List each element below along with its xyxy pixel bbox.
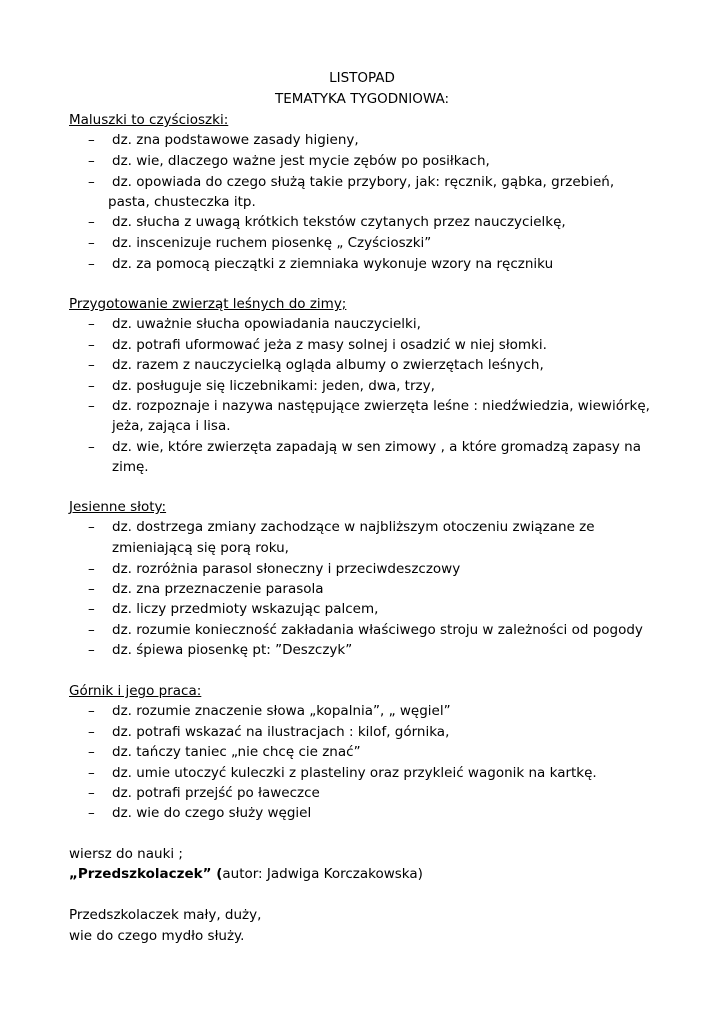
bullet-dash: – xyxy=(88,256,95,272)
list-item-continuation: jeża, zająca i lisa. xyxy=(112,418,231,434)
list-item: – dz. inscenizuje ruchem piosenkę „ Czyścioszki” xyxy=(88,235,432,251)
section-heading-maluszki: Maluszki to czyścioszki: xyxy=(69,112,229,128)
bullet-dash: – xyxy=(88,174,95,190)
bullet-dash: – xyxy=(88,398,95,414)
poem-author: autor: Jadwiga Korczakowska) xyxy=(222,866,423,882)
bullet-dash: – xyxy=(88,601,95,617)
list-item: – dz. śpiewa piosenkę pt: ”Deszczyk” xyxy=(88,642,353,658)
list-item-continuation: zimę. xyxy=(112,459,149,475)
bullet-dash: – xyxy=(88,214,95,230)
list-item: – dz. za pomocą pieczątki z ziemniaka wykonuje wzory na ręczniku xyxy=(88,256,554,272)
section-heading-gornik: Górnik i jego praca: xyxy=(69,683,202,699)
list-item: – dz. opowiada do czego służą takie przybory, jak: ręcznik, gąbka, grzebień, xyxy=(88,174,615,190)
list-item: – dz. zna przeznaczenie parasola xyxy=(88,581,324,597)
bullet-dash: – xyxy=(88,805,95,821)
list-item: – dz. potrafi uformować jeża z masy solnej i osadzić w niej słomki. xyxy=(88,337,547,353)
document-title: LISTOPAD xyxy=(329,70,395,86)
list-item: – dz. liczy przedmioty wskazując palcem, xyxy=(88,601,379,617)
bullet-dash: – xyxy=(88,235,95,251)
list-item: – dz. umie utoczyć kuleczki z plasteliny oraz przykleić wagonik na kartkę. xyxy=(88,765,597,781)
list-item: – dz. zna podstawowe zasady higieny, xyxy=(88,132,359,148)
list-item: – dz. razem z nauczycielką ogląda albumy o zwierzętach leśnych, xyxy=(88,357,544,373)
poem-intro: wiersz do nauki ; xyxy=(69,846,183,862)
list-item-continuation: pasta, chusteczka itp. xyxy=(108,194,256,210)
bullet-dash: – xyxy=(88,378,95,394)
bullet-dash: – xyxy=(88,703,95,719)
poem-title-line xyxy=(69,866,423,882)
poem-line: Przedszkolaczek mały, duży, xyxy=(69,907,262,923)
bullet-dash: – xyxy=(88,765,95,781)
bullet-dash: – xyxy=(88,316,95,332)
list-item: – dz. dostrzega zmiany zachodzące w najbliższym otoczeniu związane ze xyxy=(88,519,595,535)
bullet-dash: – xyxy=(88,744,95,760)
list-item: – dz. wie, które zwierzęta zapadają w sen zimowy , a które gromadzą zapasy na xyxy=(88,439,642,455)
document-subtitle: TEMATYKA TYGODNIOWA: xyxy=(274,91,450,107)
bullet-dash: – xyxy=(88,622,95,638)
list-item: – dz. rozumie znaczenie słowa „kopalnia”, „ węgiel” xyxy=(88,703,451,719)
list-item: – dz. tańczy taniec „nie chcę cie znać” xyxy=(88,744,361,760)
list-item: – dz. wie do czego służy węgiel xyxy=(88,805,312,821)
bullet-dash: – xyxy=(88,724,95,740)
list-item-continuation: zmieniającą się porą roku, xyxy=(112,540,289,556)
bullet-dash: – xyxy=(88,581,95,597)
list-item: – dz. posługuje się liczebnikami: jeden, dwa, trzy, xyxy=(88,378,435,394)
list-item: – dz. rozpoznaje i nazywa następujące zwierzęta leśne : niedźwiedzia, wiewiórkę, xyxy=(88,398,650,414)
bullet-dash: – xyxy=(88,785,95,801)
bullet-dash: – xyxy=(88,337,95,353)
list-item: – dz. wie, dlaczego ważne jest mycie zębów po posiłkach, xyxy=(88,153,490,169)
bullet-dash: – xyxy=(88,357,95,373)
list-item: – dz. rozróżnia parasol słoneczny i przeciwdeszczowy xyxy=(88,561,461,577)
bullet-dash: – xyxy=(88,132,95,148)
list-item: – dz. rozumie konieczność zakładania właściwego stroju w zależności od pogody xyxy=(88,622,643,638)
bullet-dash: – xyxy=(88,642,95,658)
section-heading-zwierzeta: Przygotowanie zwierząt leśnych do zimy; xyxy=(69,296,347,312)
poem-title: „Przedszkolaczek” ( xyxy=(69,866,223,882)
bullet-dash: – xyxy=(88,153,95,169)
list-item: – dz. potrafi wskazać na ilustracjach : kilof, górnika, xyxy=(88,724,450,740)
poem-line: wie do czego mydło służy. xyxy=(69,928,245,944)
bullet-dash: – xyxy=(88,561,95,577)
list-item: – dz. potrafi przejść po ławeczce xyxy=(88,785,320,801)
bullet-dash: – xyxy=(88,439,95,455)
list-item: – dz. słucha z uwagą krótkich tekstów czytanych przez nauczycielkę, xyxy=(88,214,566,230)
section-heading-jesienne-sloty: Jesienne słoty: xyxy=(69,499,167,515)
list-item: – dz. uważnie słucha opowiadania nauczycielki, xyxy=(88,316,421,332)
bullet-dash: – xyxy=(88,519,95,535)
